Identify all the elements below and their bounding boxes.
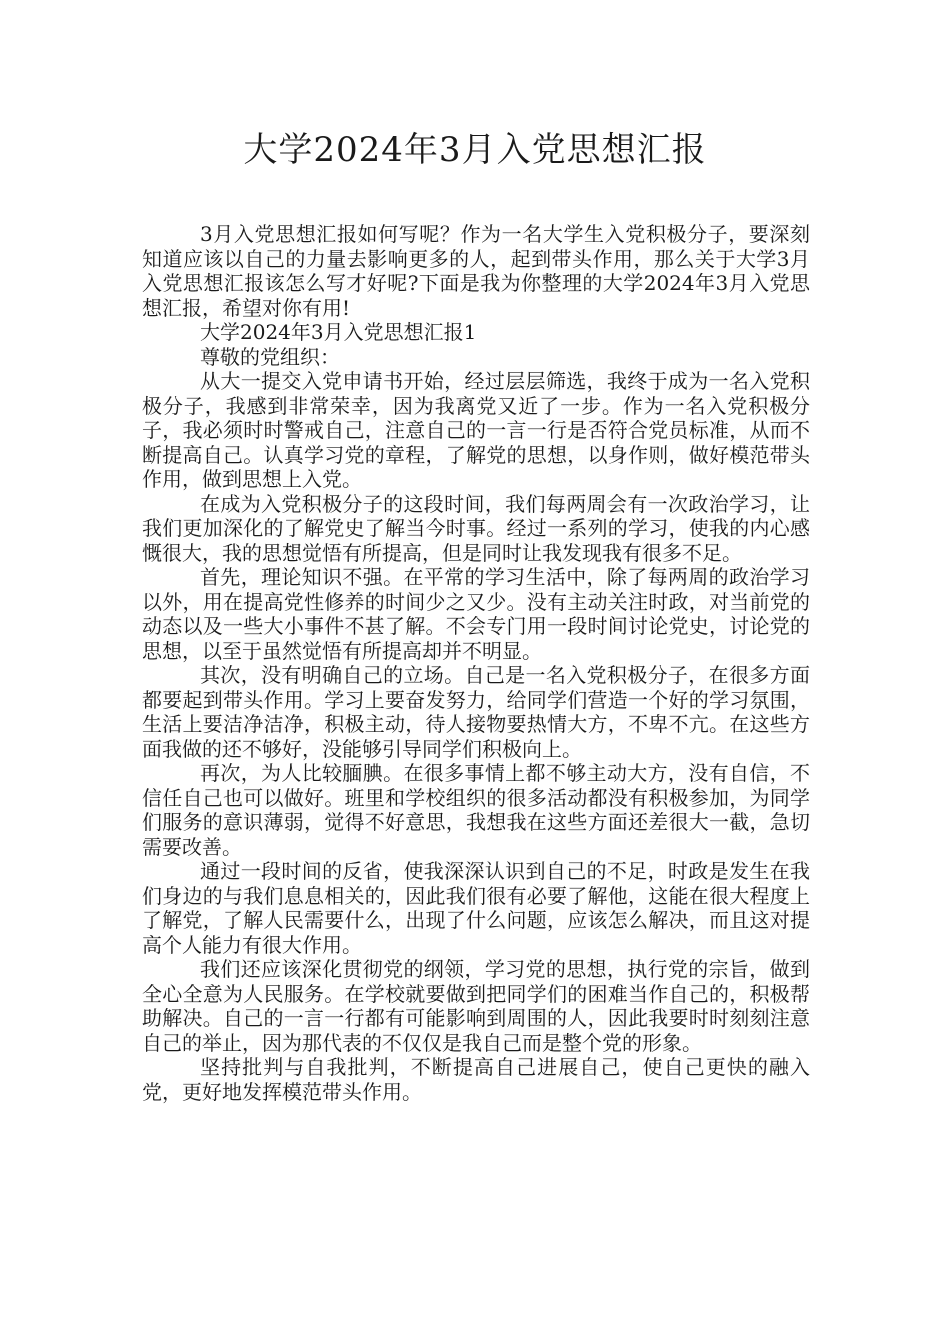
body-paragraph: 通过一段时间的反省，使我深深认识到自己的不足，时政是发生在我们身边的与我们息息相关的，因此我们很有必要了解他，这能在很大程度上了解党，了解人民需要什么，出现了什么问题，应该怎么解决，而且这对提高个人能力有很大作用。 <box>142 859 810 957</box>
salutation: 尊敬的党组织： <box>200 344 340 369</box>
body-paragraph: 再次，为人比较腼腆。在很多事情上都不够主动大方，没有自信，不信任自己也可以做好。班里和学校组织的很多活动都没有积极参加，为同学们服务的意识薄弱，觉得不好意思，我想我在这些方面还差很大一截，急切需要改善。 <box>142 761 810 859</box>
section-heading: 大学2024年3月入党思想汇报1 <box>200 320 477 344</box>
document-title: 大学2024年3月入党思想汇报 <box>243 130 707 170</box>
body-paragraph: 首先，理论知识不强。在平常的学习生活中，除了每两周的政治学习以外，用在提高党性修养的时间少之又少。没有主动关注时政，对当前党的动态以及一些大小事件不甚了解。不会专门用一段时间讨论党史，讨论党的思想，以至于虽然觉悟有所提高却并不明显。 <box>142 565 810 663</box>
intro-paragraph: 3月入党思想汇报如何写呢？作为一名大学生入党积极分子，要深刻知道应该以自己的力量去影响更多的人，起到带头作用，那么关于大学3月入党思想汇报该怎么写才好呢?下面是我为你整理的大学2024年3月入党思想汇报，希望对你有用! <box>142 222 810 320</box>
document-body <box>142 222 810 1104</box>
body-paragraph: 坚持批判与自我批判，不断提高自己进展自己，使自己更快的融入党，更好地发挥模范带头作用。 <box>142 1055 810 1104</box>
body-paragraph: 其次，没有明确自己的立场。自己是一名入党积极分子，在很多方面都要起到带头作用。学习上要奋发努力，给同学们营造一个好的学习氛围，生活上要洁净洁净，积极主动，待人接物要热情大方，不卑不亢。在这些方面我做的还不够好，没能够引导同学们积极向上。 <box>142 663 810 761</box>
body-paragraph: 我们还应该深化贯彻党的纲领，学习党的思想，执行党的宗旨，做到全心全意为人民服务。在学校就要做到把同学们的困难当作自己的，积极帮助解决。自己的一言一行都有可能影响到周围的人，因此我要时时刻刻注意自己的举止，因为那代表的不仅仅是我自己而是整个党的形象。 <box>142 957 810 1055</box>
body-paragraph: 在成为入党积极分子的这段时间，我们每两周会有一次政治学习，让我们更加深化的了解党史了解当今时事。经过一系列的学习，使我的内心感慨很大，我的思想觉悟有所提高，但是同时让我发现我有很多不足。 <box>142 491 810 565</box>
body-paragraph: 从大一提交入党申请书开始，经过层层筛选，我终于成为一名入党积极分子，我感到非常荣幸，因为我离党又近了一步。作为一名入党积极分子，我必须时时警戒自己，注意自己的一言一行是否符合党员标准，从而不断提高自己。认真学习党的章程，了解党的思想，以身作则，做好模范带头作用，做到思想上入党。 <box>142 369 810 491</box>
